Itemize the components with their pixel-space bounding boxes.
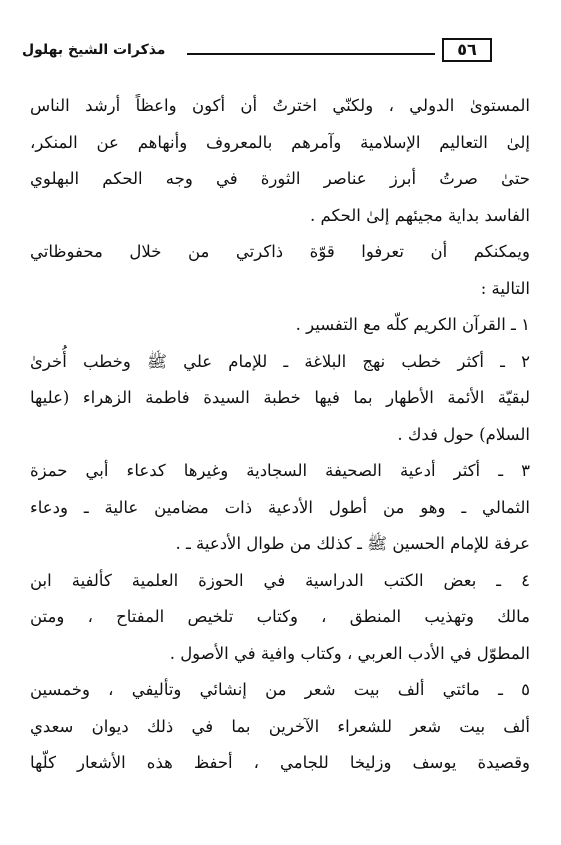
text-line: الثمالي ـ وهو من أطول الأدعية ذات مضامين عالية ـ ودعاء xyxy=(30,497,530,517)
page-number: ٥٦ xyxy=(442,38,492,62)
text-line: التالية : xyxy=(480,278,530,298)
text-line: الفاسد بداية مجيئهم إلىٰ الحكم . xyxy=(310,205,530,225)
text-line: لبقيّة الأئمة الأطهار بما فيها خطبة السيدة فاطمة الزهراء (عليها xyxy=(30,388,530,407)
text-line: ٤ ـ بعض الكتب الدراسية في الحوزة العلمية كألفية ابن xyxy=(30,570,530,590)
text-line: ٥ ـ مائتي ألف بيت شعر من إنشائي وتأليفي ، وخمسين xyxy=(30,680,530,699)
text-line: المستوىٰ الدولي ، ولكنّي اخترتُ أن أكون واعظاً أرشد الناس xyxy=(30,96,530,115)
text-line: حتىٰ صرتُ أبرز عناصر الثورة في وجه الحكم البهلوي xyxy=(30,169,530,188)
text-line: ألف بيت شعر للشعراء الآخرين بما في ذلك ديوان سعدي xyxy=(30,716,530,736)
text-line: ١ ـ القرآن الكريم كلّه مع التفسير . xyxy=(295,315,530,334)
body-text xyxy=(30,88,530,782)
text-line: المطوّل في الأدب العربي ، وكتاب وافية في الأصول . xyxy=(169,643,530,663)
text-line: عرفة للإمام الحسين ﷺ ـ كذلك من طوال الأدعية ـ . xyxy=(175,534,530,553)
text-line: ٢ ـ أكثر خطب نهج البلاغة ـ للإمام علي ﷺ وخطب أُخرىٰ xyxy=(30,351,530,371)
text-line: إلىٰ التعاليم الإسلامية وآمرهم بالمعروف وأنهاهم عن المنكر، xyxy=(30,132,530,152)
text-line: ٣ ـ أكثر أدعية الصحيفة السجادية وغيرها كدعاء أبي حمزة xyxy=(30,461,530,480)
text-line: ويمكنكم أن تعرفوا قوّة ذاكرتي من خلال محفوظاتي xyxy=(30,242,530,261)
text-line: مالك وتهذيب المنطق ، وكتاب تلخيص المفتاح ، ومتن xyxy=(30,607,530,626)
header-rule xyxy=(187,53,435,55)
text-line: وقصيدة يوسف وزليخا للجامي ، أحفظ هذه الأشعار كلّها xyxy=(30,753,530,772)
text-line: السلام) حول فدك . xyxy=(397,424,530,444)
running-title: مذكرات الشيخ بهلول xyxy=(22,42,166,58)
page-header xyxy=(22,38,492,68)
